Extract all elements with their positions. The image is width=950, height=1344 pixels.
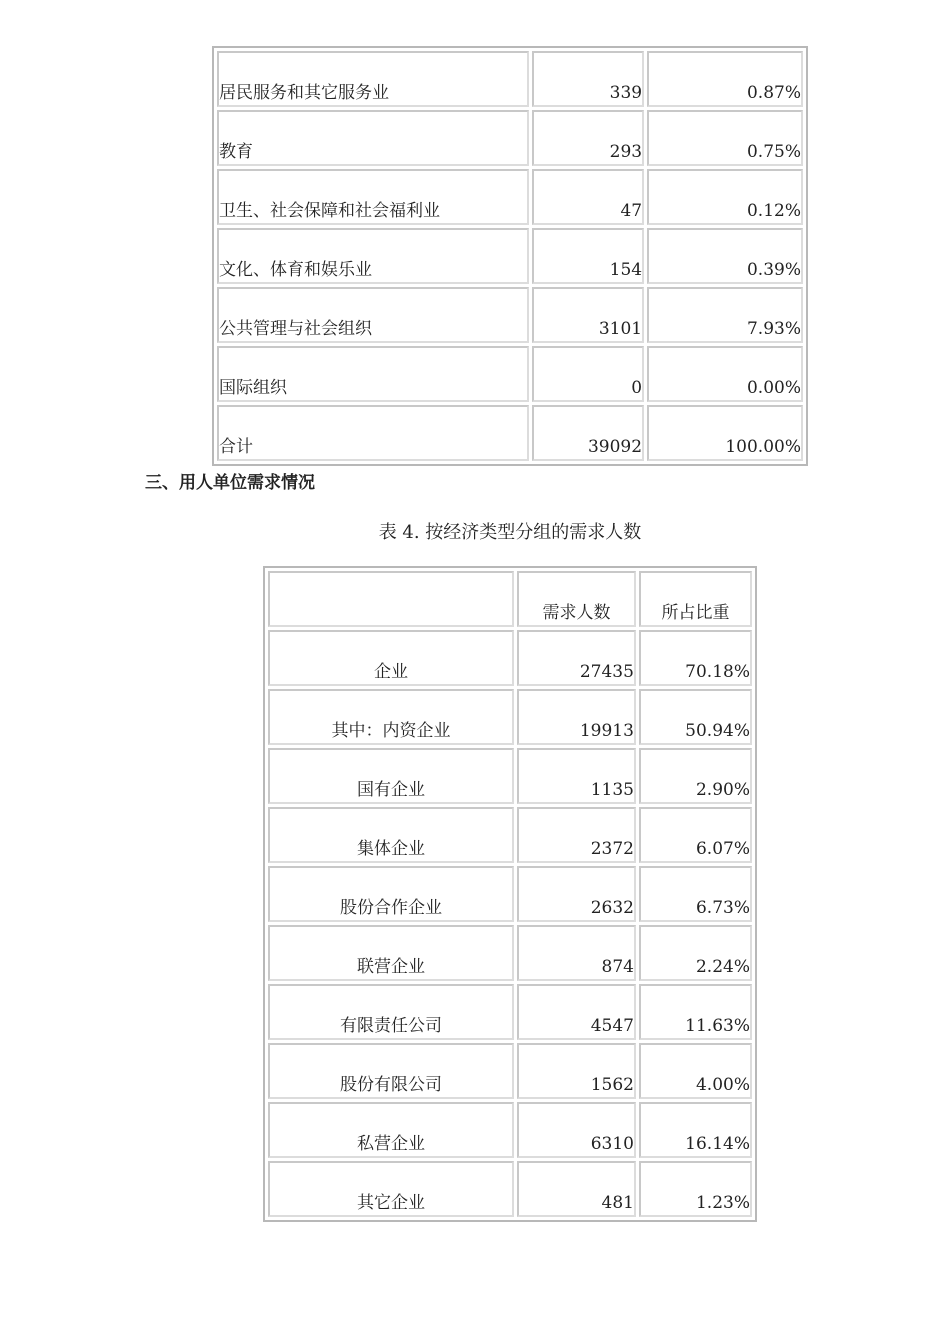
row-share: 2.24% [639,925,752,981]
table-row [217,287,803,343]
row-label: 国际组织 [217,346,529,402]
row-label: 文化、体育和娱乐业 [217,228,529,284]
row-count: 0 [532,346,644,402]
row-count: 1135 [517,748,636,804]
row-share: 0.39% [647,228,803,284]
row-label: 卫生、社会保障和社会福利业 [217,169,529,225]
row-count: 27435 [517,630,636,686]
header-share: 所占比重 [639,571,752,627]
table-row [268,689,752,745]
row-label: 居民服务和其它服务业 [217,51,529,107]
row-share: 50.94% [639,689,752,745]
row-label: 私营企业 [268,1102,514,1158]
row-share: 6.73% [639,866,752,922]
row-count: 39092 [532,405,644,461]
row-share: 0.87% [647,51,803,107]
table-row [268,1161,752,1217]
table-row [268,630,752,686]
row-label: 其它企业 [268,1161,514,1217]
table-row [217,169,803,225]
header-demand-count: 需求人数 [517,571,636,627]
table-caption: 表 4. 按经济类型分组的需求人数 [378,522,642,543]
row-count: 874 [517,925,636,981]
table-row [217,228,803,284]
table-row [268,807,752,863]
row-count: 1562 [517,1043,636,1099]
row-count: 6310 [517,1102,636,1158]
row-share: 1.23% [639,1161,752,1217]
table-row [268,1043,752,1099]
row-label: 其中：内资企业 [268,689,514,745]
row-share: 0.12% [647,169,803,225]
row-share: 2.90% [639,748,752,804]
row-label: 国有企业 [268,748,514,804]
row-share: 11.63% [639,984,752,1040]
table-row [268,866,752,922]
table-row [268,984,752,1040]
row-count: 154 [532,228,644,284]
row-count: 2372 [517,807,636,863]
table-row [217,346,803,402]
row-label: 联营企业 [268,925,514,981]
row-label: 公共管理与社会组织 [217,287,529,343]
row-count: 2632 [517,866,636,922]
table-header-row [268,571,752,627]
row-share: 7.93% [647,287,803,343]
table-total-row [217,405,803,461]
table-row [217,51,803,107]
row-count: 3101 [532,287,644,343]
table-row [268,748,752,804]
row-count: 339 [532,51,644,107]
row-share: 16.14% [639,1102,752,1158]
row-label: 股份合作企业 [268,866,514,922]
row-count: 47 [532,169,644,225]
row-share: 0.00% [647,346,803,402]
section-heading: 三、用人单位需求情况 [145,473,315,493]
table-row [217,110,803,166]
row-label: 有限责任公司 [268,984,514,1040]
row-share: 0.75% [647,110,803,166]
row-count: 481 [517,1161,636,1217]
row-share: 70.18% [639,630,752,686]
row-share: 4.00% [639,1043,752,1099]
row-label: 集体企业 [268,807,514,863]
row-share: 6.07% [639,807,752,863]
header-blank [268,571,514,627]
row-label: 企业 [268,630,514,686]
row-share: 100.00% [647,405,803,461]
economic-type-demand-table [263,566,757,1222]
row-count: 4547 [517,984,636,1040]
table-row [268,1102,752,1158]
row-label: 合计 [217,405,529,461]
row-label: 教育 [217,110,529,166]
row-count: 293 [532,110,644,166]
industry-demand-table [212,46,808,466]
row-label: 股份有限公司 [268,1043,514,1099]
row-count: 19913 [517,689,636,745]
table-row [268,925,752,981]
